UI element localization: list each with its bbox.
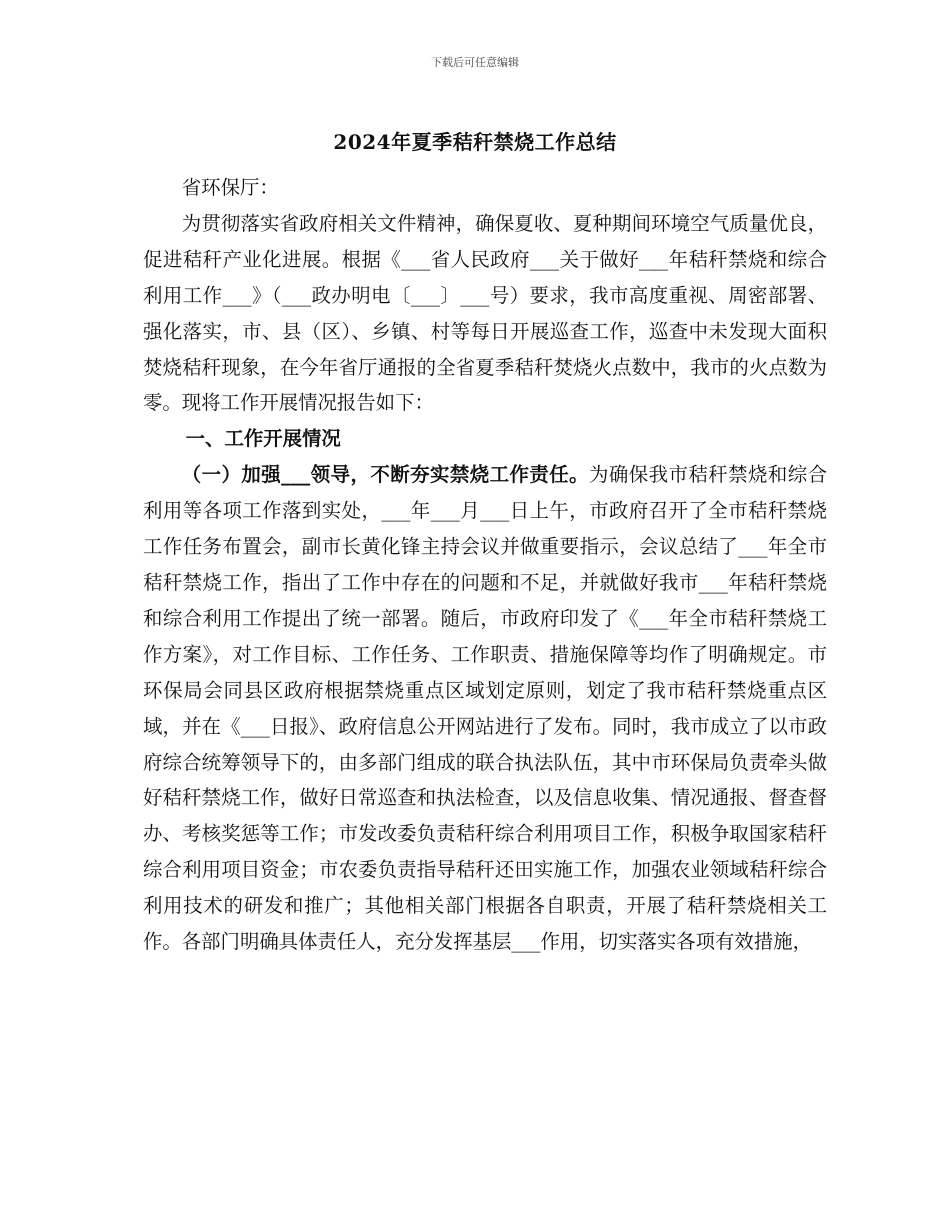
section-heading-1: 一、工作开展情况 (185, 427, 341, 451)
salutation: 省环保厅： (181, 176, 279, 199)
subsection-paragraph-1 (143, 457, 827, 960)
page-header-note: 下载后可任意编辑 (431, 56, 519, 69)
subsection-lead-1: （一）加强___领导，不断夯实禁烧工作责任。 (181, 463, 589, 487)
subsection-body-1: 为确保我市秸秆禁烧和综合利用等各项工作落到实处，___年___月___日上午，市政府召开了全市秸秆禁烧工作任务布置会，副市长黄化锋主持会议并做重要指示，会议总结了___年全市秸秆禁烧工作，指出了工作中存在的问题和不足，并就做好我市___年秸秆禁烧和综合利用工作提出了统一部署。随后，市政府印发了《___年全市秸秆禁烧工作方案》，对工作目标、工作任务、工作职责、措施保障等均作了明确规定。市环保局会同县区政府根据禁烧重点区域划定原则，划定了我市秸秆禁烧重点区域，并在《___日报》、政府信息公开网站进行了发布。同时，我市成立了以市政府综合统筹领导下的，由多部门组成的联合执法队伍，其中市环保局负责牵头做好秸秆禁烧工作，做好日常巡查和执法检查，以及信息收集、情况通报、督查督办、考核奖惩等工作；市发改委负责秸秆综合利用项目工作，积极争取国家秸秆综合利用项目资金；市农委负责指导秸秆还田实施工作，加强农业领域秸秆综合利用技术的研发和推广；其他相关部门根据各自职责，开展了秸秆禁烧相关工作。各部门明确具体责任人，充分发挥基层___作用，切实落实各项有效措施， (143, 463, 827, 954)
document-body (143, 170, 827, 960)
document-title: 2024年夏季秸秆禁烧工作总结 (333, 130, 617, 154)
intro-paragraph: 为贯彻落实省政府相关文件精神，确保夏收、夏种期间环境空气质量优良，促进秸秆产业化进展。根据《___省人民政府___关于做好___年秸秆禁烧和综合利用工作___》（___政办明电〔___〕___号）要求，我市高度重视、周密部署、强化落实，市、县（区）、乡镇、村等每日开展巡查工作，巡查中未发现大面积焚烧秸秆现象，在今年省厅通报的全省夏季秸秆焚烧火点数中，我市的火点数为零。现将工作开展情况报告如下： (143, 211, 827, 415)
